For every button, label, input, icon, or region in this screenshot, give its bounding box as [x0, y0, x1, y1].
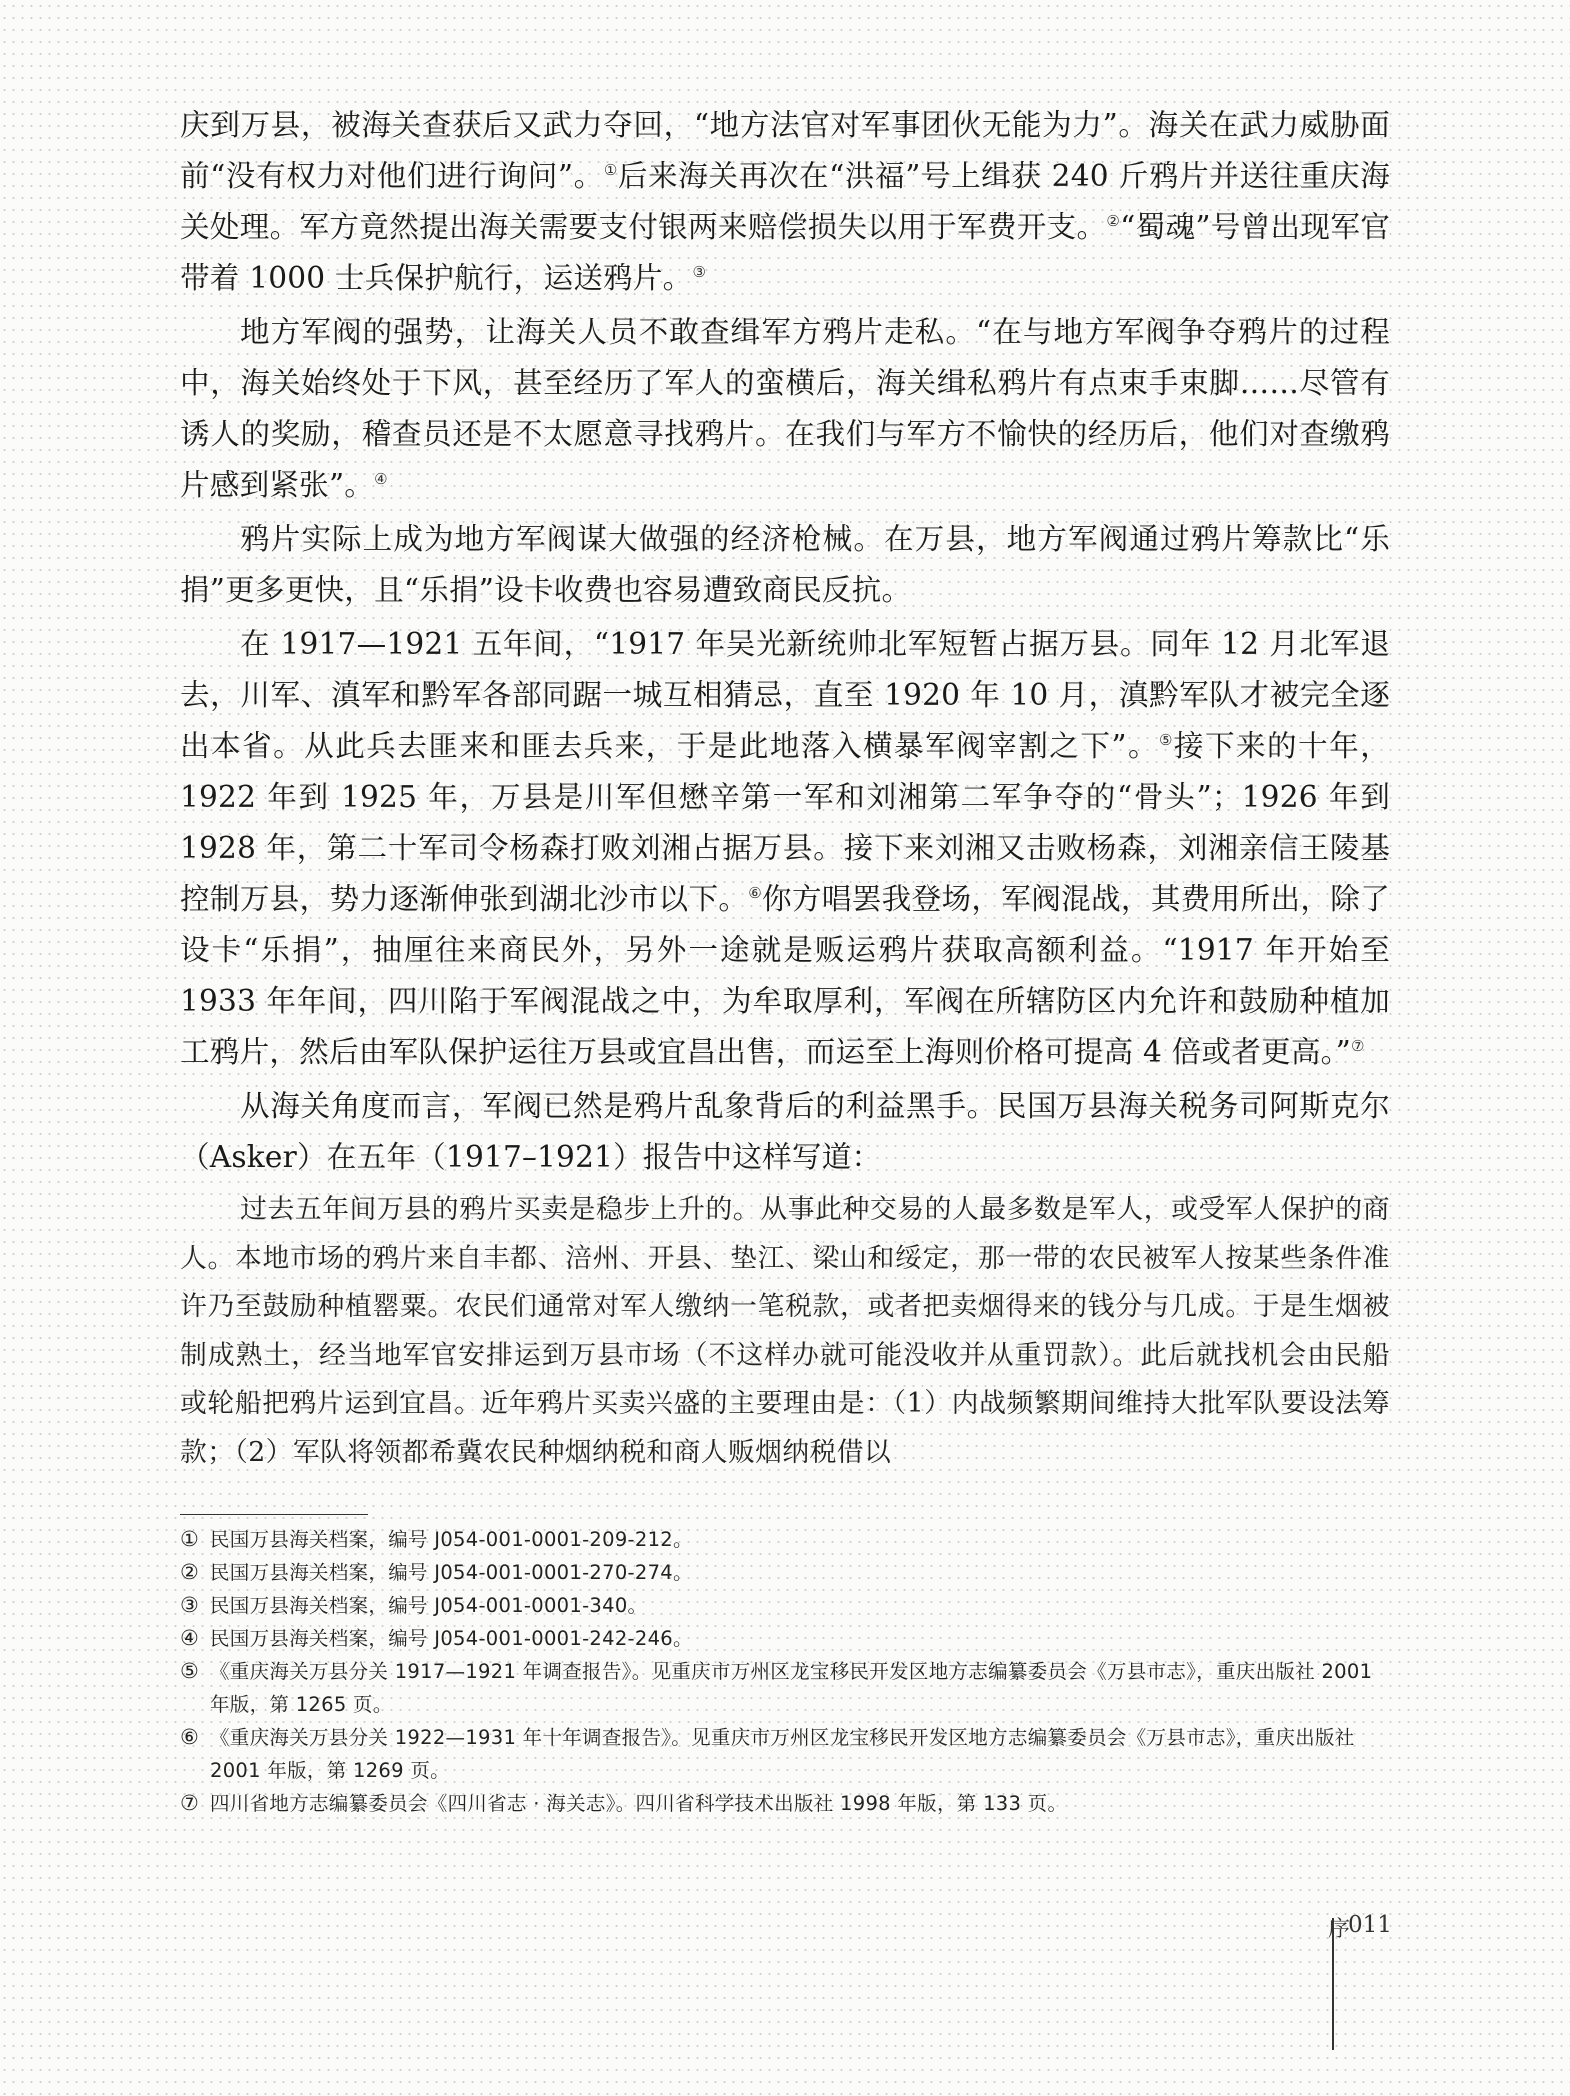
- paragraph-2-text: 地方军阀的强势，让海关人员不敢查缉军方鸦片走私。“在与地方军阀争夺鸦片的过程中，海关始终处于下风，甚至经历了军人的蛮横后，海关缉私鸦片有点束手束脚……尽管有诱人的奖励，稽查员还是不太愿意寻找鸦片。在我们与军方不愉快的经历后，他们对查缴鸦片感到紧张”。: [180, 315, 1390, 502]
- footnote-ref-7: ⑦: [1350, 1037, 1365, 1056]
- footnote-2: [180, 1556, 1390, 1589]
- paragraph-5-text: 从海关角度而言，军阀已然是鸦片乱象背后的利益黑手。民国万县海关税务司阿斯克尔（Asker）在五年（1917–1921）报告中这样写道：: [180, 1089, 1390, 1174]
- paragraph-1-text-b: 后来海关再次在“洪福”号上缉获 240 斤鸦片并送往重庆海关处理。军方竟然提出海关需要支付银两来赔偿损失以用于军费开支。: [180, 159, 1390, 244]
- page-number: 011: [1348, 1912, 1392, 1938]
- footnote-rule: [180, 1514, 368, 1515]
- footnote-ref-3: ③: [692, 263, 707, 282]
- footnote-4: [180, 1622, 1390, 1655]
- footnote-6-text: 《重庆海关万县分关 1922—1931 年十年调查报告》。见重庆市万州区龙宝移民开发区地方志编纂委员会《万县市志》，重庆出版社 2001 年版，第 1269 页。: [210, 1726, 1355, 1782]
- page-folio: [1296, 1912, 1396, 2062]
- paragraph-4-text-c: 你方唱罢我登场，军阀混战，其费用所出，除了设卡“乐捐”，抽厘往来商民外，另外一途就是贩运鸦片获取高额利益。“1917 年开始至 1933 年年间，四川陷于军阀混战之中，为牟取厚利，军阀在所辖防区内允许和鼓励种植加工鸦片，然后由军队保护运往万县或宜昌出售，而运至上海则价格可提高 4 倍或者更高。”: [180, 882, 1390, 1069]
- paragraph-4-text-a: 在 1917—1921 五年间，“1917 年吴光新统帅北军短暂占据万县。同年 12 月北军退去，川军、滇军和黔军各部同踞一城互相猜忌，直至 1920 年 10 月，滇黔军队才被完全逐出本省。从此兵去匪来和匪去兵来，于是此地落入横暴军阀宰割之下”。: [180, 627, 1390, 763]
- footnote-ref-5: ⑤: [1159, 731, 1174, 750]
- footnote-6-num: ⑥: [180, 1725, 200, 1749]
- footnote-3-text: 民国万县海关档案，编号 J054-001-0001-340。: [210, 1594, 648, 1617]
- footnote-1: [180, 1523, 1390, 1556]
- footnote-2-num: ②: [180, 1560, 200, 1584]
- footnote-ref-2: ②: [1106, 212, 1121, 231]
- footnote-4-num: ④: [180, 1626, 200, 1650]
- footnote-ref-6: ⑥: [748, 884, 763, 903]
- footnote-5-num: ⑤: [180, 1659, 200, 1683]
- paragraph-5: [180, 1081, 1390, 1183]
- paragraph-4: [180, 619, 1390, 1078]
- footnote-7: [180, 1787, 1390, 1820]
- section-label: 序: [1327, 1917, 1350, 1942]
- body-text: [180, 100, 1390, 1477]
- footnote-6: [180, 1721, 1390, 1787]
- footnote-3-num: ③: [180, 1593, 200, 1617]
- paragraph-3-text: 鸦片实际上成为地方军阀谋大做强的经济枪械。在万县，地方军阀通过鸦片筹款比“乐捐”更多更快，且“乐捐”设卡收费也容易遭致商民反抗。: [180, 522, 1390, 607]
- paragraph-2: [180, 307, 1390, 511]
- paragraph-1-text-c: “蜀魂”号曾出现军官带着 1000 士兵保护航行，运送鸦片。: [180, 210, 1390, 295]
- footnote-7-num: ⑦: [180, 1791, 200, 1815]
- footnote-1-num: ①: [180, 1527, 200, 1551]
- paragraph-3: [180, 514, 1390, 616]
- footnote-7-text: 四川省地方志编纂委员会《四川省志 · 海关志》。四川省科学技术出版社 1998 年版，第 133 页。: [210, 1792, 1068, 1815]
- footnote-3: [180, 1589, 1390, 1622]
- block-quote: 过去五年间万县的鸦片买卖是稳步上升的。从事此种交易的人最多数是军人，或受军人保护的商人。本地市场的鸦片来自丰都、涪州、开县、垫江、梁山和绥定，那一带的农民被军人按某些条件准许乃至鼓励种植罂粟。农民们通常对军人缴纳一笔税款，或者把卖烟得来的钱分与几成。于是生烟被制成熟土，经当地军官安排运到万县市场（不这样办就可能没收并从重罚款）。此后就找机会由民船或轮船把鸦片运到宜昌。近年鸦片买卖兴盛的主要理由是：（1）内战频繁期间维持大批军队要设法筹款；（2）军队将领都希冀农民种烟纳税和商人贩烟纳税借以: [180, 1194, 1390, 1468]
- footnote-ref-1: ①: [603, 161, 618, 180]
- paragraph-1-text-a: 庆到万县，被海关查获后又武力夺回，“地方法官对军事团伙无能为力”。海关在武力威胁面前“没有权力对他们进行询问”。: [180, 108, 1390, 193]
- footnote-2-text: 民国万县海关档案，编号 J054-001-0001-270-274。: [210, 1561, 693, 1584]
- folio-divider: [1332, 1918, 1334, 2050]
- footnotes: [180, 1523, 1390, 1820]
- paragraph-1: [180, 100, 1390, 304]
- footnote-1-text: 民国万县海关档案，编号 J054-001-0001-209-212。: [210, 1528, 693, 1551]
- paragraph-4-text-b: 接下来的十年，1922 年到 1925 年，万县是川军但懋辛第一军和刘湘第二军争夺的“骨头”；1926 年到 1928 年，第二十军司令杨森打败刘湘占据万县。接下来刘湘又击败杨森，刘湘亲信王陵基控制万县，势力逐渐伸张到湖北沙市以下。: [180, 729, 1390, 916]
- footnote-4-text: 民国万县海关档案，编号 J054-001-0001-242-246。: [210, 1627, 693, 1650]
- footnote-5: [180, 1655, 1390, 1721]
- footnote-5-text: 《重庆海关万县分关 1917—1921 年调查报告》。见重庆市万州区龙宝移民开发区地方志编纂委员会《万县市志》，重庆出版社 2001 年版，第 1265 页。: [210, 1660, 1373, 1716]
- footnote-ref-4: ④: [374, 470, 388, 489]
